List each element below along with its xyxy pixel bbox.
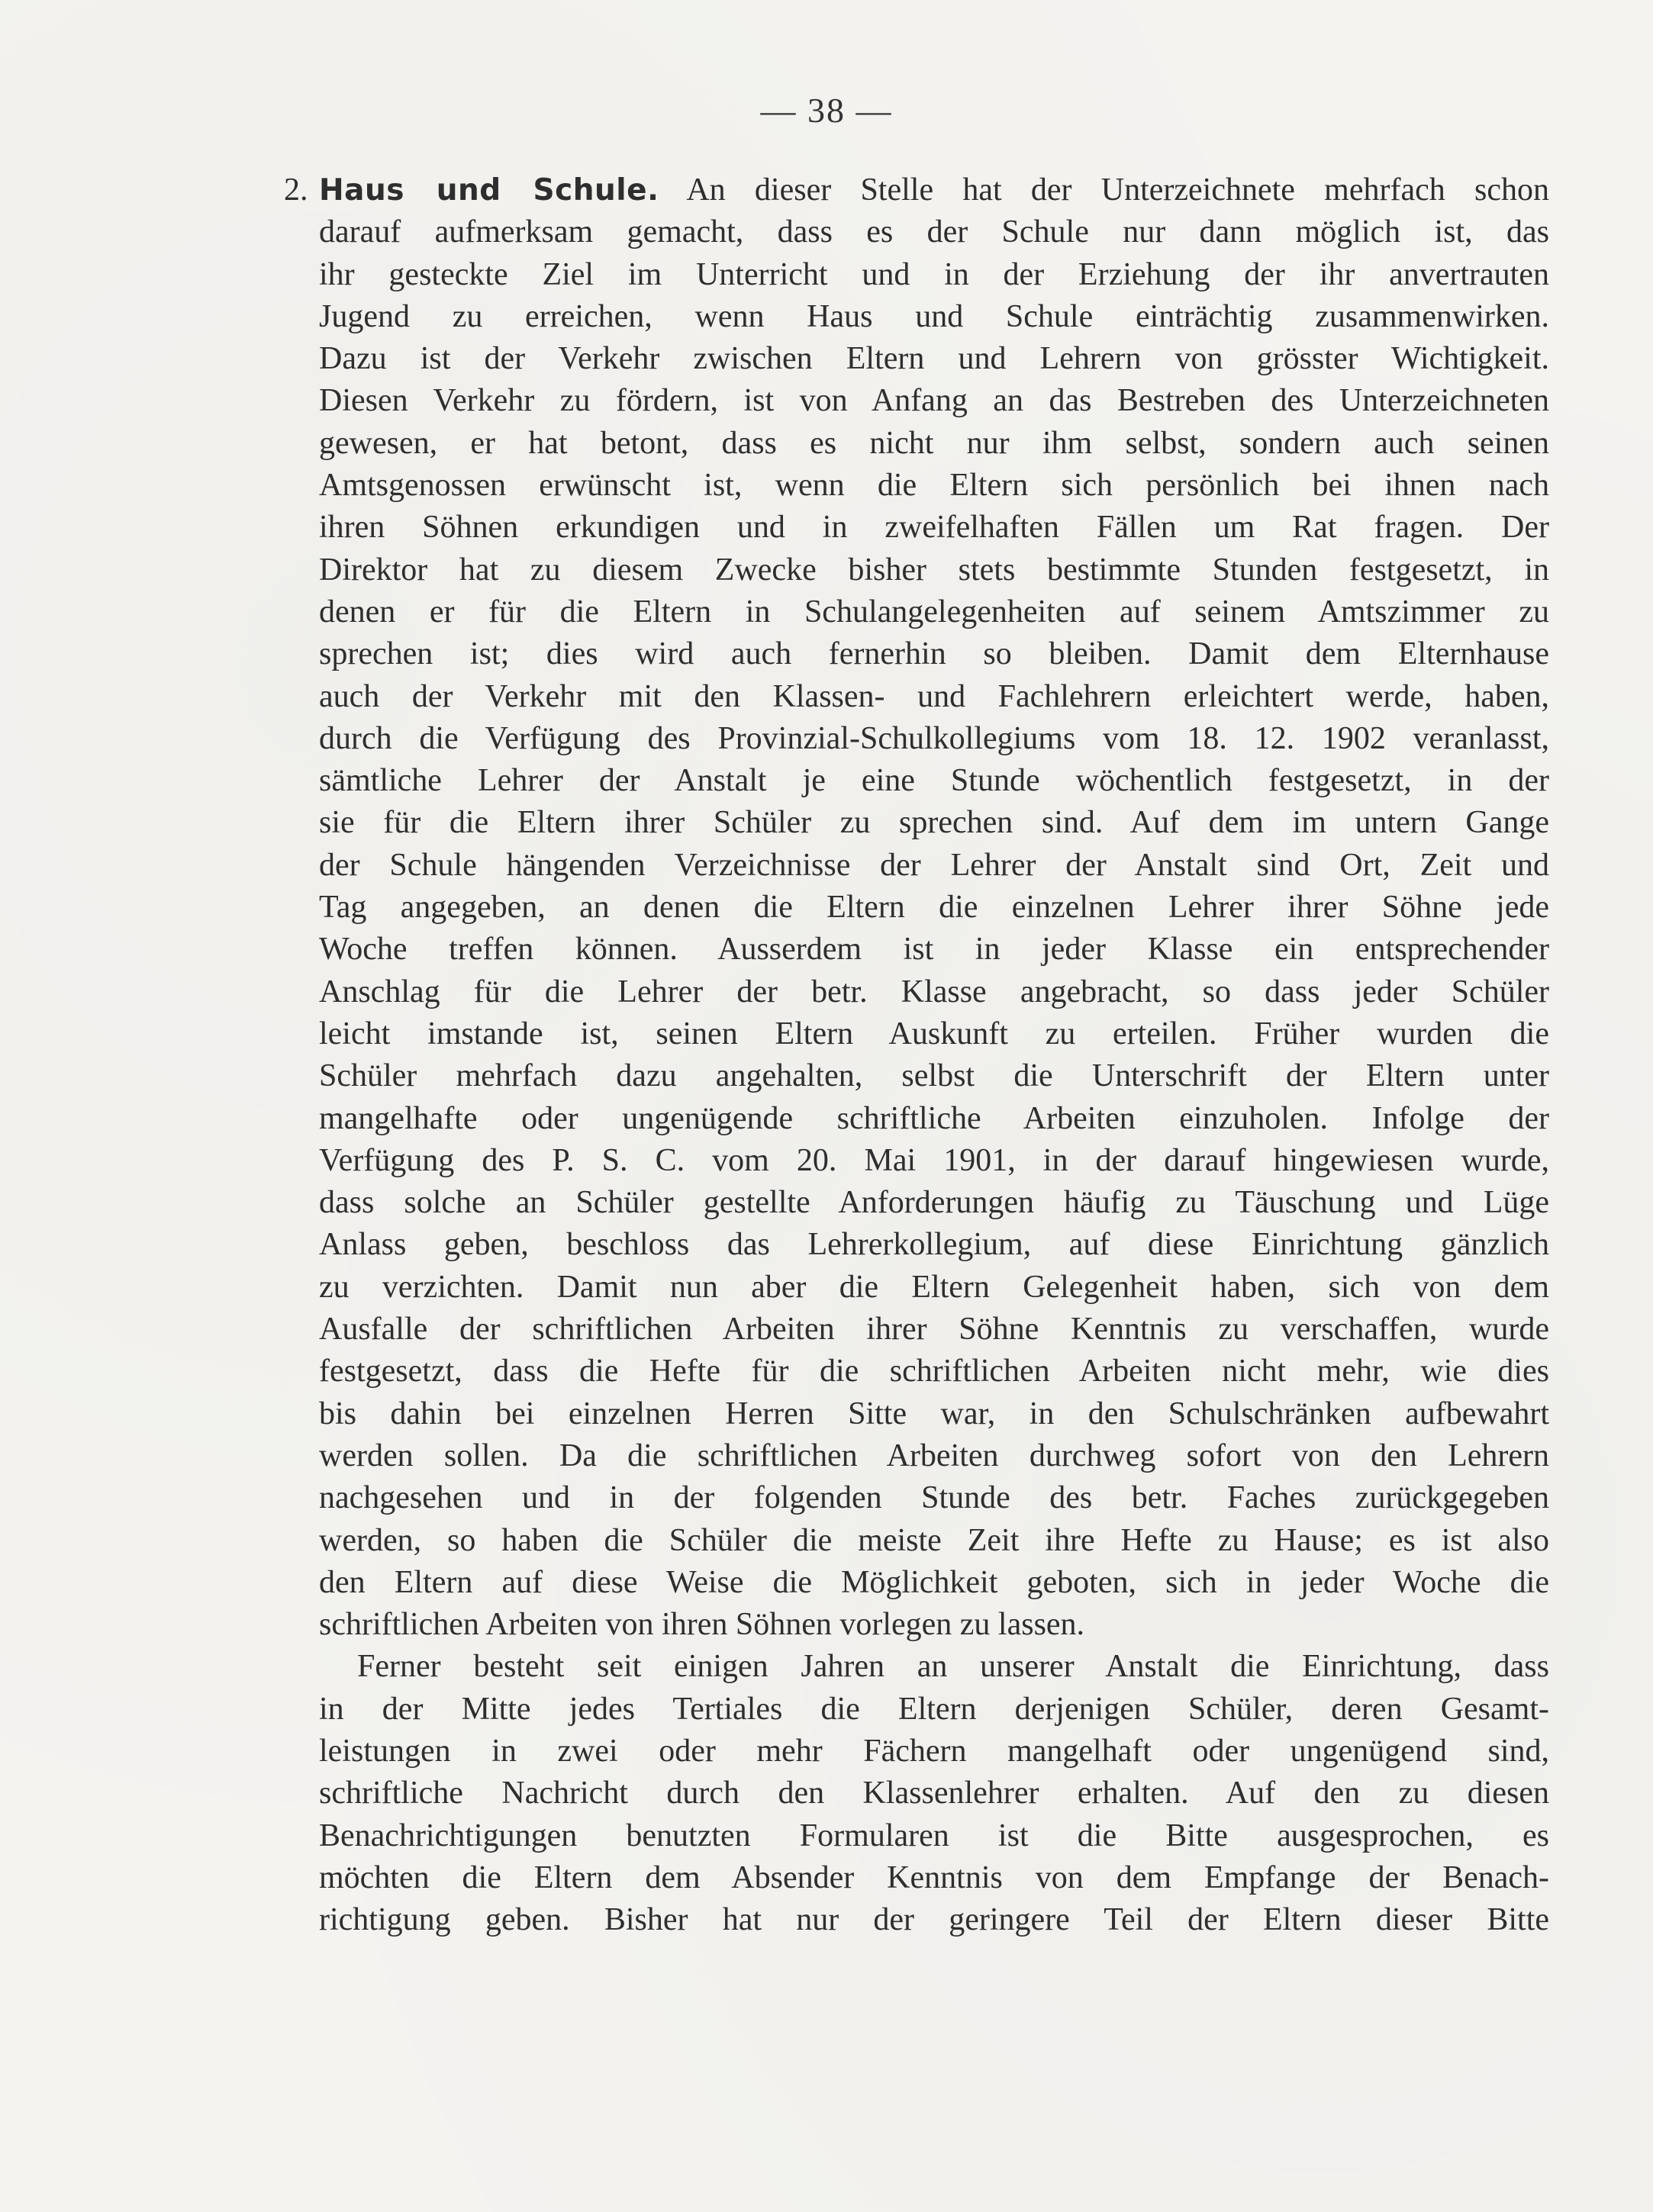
text-line: werden, so haben die Schüler die meiste Zeit ihre Hefte zu Hause; es ist also (319, 1522, 1549, 1558)
text-line: schriftlichen Arbeiten von ihren Söhnen vorlegen zu lassen. (319, 1607, 1085, 1643)
text-line: bis dahin bei einzelnen Herren Sitte war, in den Schulschränken aufbewahrt (319, 1396, 1549, 1431)
text-line: der Schule hängenden Verzeichnisse der Lehrer der Anstalt sind Ort, Zeit und (319, 847, 1549, 883)
text-line: möchten die Eltern dem Absender Kenntnis von dem Empfange der Benach- (319, 1859, 1549, 1895)
section-haus-und-schule (284, 169, 1549, 1941)
text-line: schriftliche Nachricht durch den Klassenlehrer erhalten. Auf den zu diesen (319, 1776, 1549, 1811)
text-line: leistungen in zwei oder mehr Fächern mangelhaft oder ungenügend sind, (319, 1733, 1549, 1769)
text-line: ihren Söhnen erkundigen und in zweifelhaften Fällen um Rat fragen. Der (319, 510, 1549, 546)
text-line: den Eltern auf diese Weise die Möglichkeit geboten, sich in jeder Woche die (319, 1564, 1549, 1600)
text-line: Schüler mehrfach dazu angehalten, selbst die Unterschrift der Eltern unter (319, 1058, 1549, 1094)
text-line: Benachrichtigungen benutzten Formularen ist die Bitte ausgesprochen, es (319, 1818, 1549, 1853)
text-line: Woche treffen können. Ausserdem ist in jeder Klasse ein entsprechender (319, 932, 1549, 968)
text-line: Tag angegeben, an denen die Eltern die einzelnen Lehrer ihrer Söhne jede (319, 890, 1549, 926)
page-number: — 38 — (760, 91, 893, 130)
section-number: 2. (284, 172, 308, 208)
text-line: ihr gesteckte Ziel im Unterricht und in der Erziehung der ihr anvertrauten (319, 256, 1549, 292)
text-line: Amtsgenossen erwünscht ist, wenn die Eltern sich persönlich bei ihnen nach (319, 468, 1549, 504)
text-line: Verfügung des P. S. C. vom 20. Mai 1901, in der darauf hingewiesen wurde, (319, 1142, 1549, 1178)
text-line: Jugend zu erreichen, wenn Haus und Schule einträchtig zusammenwirken. (319, 298, 1549, 334)
text-line-run: An dieser Stelle hat der Unterzeichnete mehrfach schon (659, 172, 1549, 208)
text-line: auch der Verkehr mit den Klassen- und Fachlehrern erleichtert werde, haben, (319, 678, 1549, 714)
text-line: festgesetzt, dass die Hefte für die schriftlichen Arbeiten nicht mehr, wie dies (319, 1354, 1549, 1389)
text-line: richtigung geben. Bisher hat nur der geringere Teil der Eltern dieser Bitte (319, 1902, 1549, 1938)
text-line: Direktor hat zu diesem Zwecke bisher stets bestimmte Stunden festgesetzt, in (319, 552, 1549, 588)
text-line: werden sollen. Da die schriftlichen Arbeiten durchweg sofort von den Lehrern (319, 1438, 1549, 1473)
text-line: leicht imstande ist, seinen Eltern Auskunft zu erteilen. Früher wurden die (319, 1016, 1549, 1051)
text-line: Anschlag für die Lehrer der betr. Klasse angebracht, so dass jeder Schüler (319, 974, 1549, 1009)
text-line: Anlass geben, beschloss das Lehrerkollegium, auf diese Einrichtung gänzlich (319, 1227, 1549, 1263)
text-line: sprechen ist; dies wird auch fernerhin so bleiben. Damit dem Elternhause (319, 636, 1549, 672)
text-line: zu verzichten. Damit nun aber die Eltern Gelegenheit haben, sich von dem (319, 1269, 1549, 1305)
section-heading: Haus und Schule. (319, 173, 659, 208)
text-line: Diesen Verkehr zu fördern, ist von Anfang an das Bestreben des Unterzeichneten (319, 383, 1549, 419)
text-line: sämtliche Lehrer der Anstalt je eine Stunde wöchentlich festgesetzt, in der (319, 763, 1549, 799)
text-line: darauf aufmerksam gemacht, dass es der Schule nur dann möglich ist, das (319, 214, 1549, 250)
text-line: nachgesehen und in der folgenden Stunde des betr. Faches zurückgegeben (319, 1480, 1549, 1516)
text-line: Ferner besteht seit einigen Jahren an unserer Anstalt die Einrichtung, dass (357, 1649, 1549, 1685)
text-line: Ausfalle der schriftlichen Arbeiten ihrer Söhne Kenntnis zu verschaffen, wurde (319, 1312, 1549, 1347)
text-line: Dazu ist der Verkehr zwischen Eltern und Lehrern von grösster Wichtigkeit. (319, 341, 1549, 377)
text-line: in der Mitte jedes Tertiales die Eltern derjenigen Schüler, deren Gesamt- (319, 1691, 1549, 1727)
text-line: durch die Verfügung des Provinzial-Schulkollegiums vom 18. 12. 1902 veranlasst, (319, 720, 1549, 756)
text-line: mangelhafte oder ungenügende schriftliche Arbeiten einzuholen. Infolge der (319, 1100, 1549, 1136)
text-line: denen er für die Eltern in Schulangelegenheiten auf seinem Amtszimmer zu (319, 594, 1549, 629)
text-line: dass solche an Schüler gestellte Anforderungen häufig zu Täuschung und Lüge (319, 1185, 1549, 1221)
text-line (284, 169, 1549, 211)
text-line: sie für die Eltern ihrer Schüler zu sprechen sind. Auf dem im untern Gange (319, 805, 1549, 841)
text-line: gewesen, er hat betont, dass es nicht nur ihm selbst, sondern auch seinen (319, 425, 1549, 461)
